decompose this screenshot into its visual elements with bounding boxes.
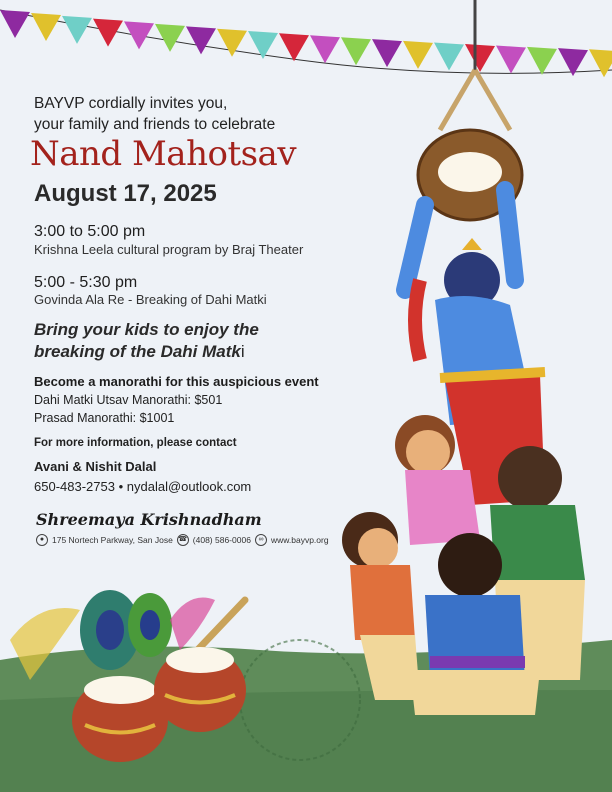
venue-details [36, 534, 329, 546]
kids-line-1: Bring your kids to enjoy the [34, 320, 259, 339]
krishna-arm-right [505, 190, 515, 280]
invite-text [34, 93, 275, 135]
venue-phone[interactable]: (408) 586-0006 [192, 535, 251, 545]
child-head-green [498, 446, 562, 510]
butter [438, 152, 502, 192]
kids-line-2-end: i [240, 342, 245, 361]
invite-line-1: BAYVP cordially invites you, [34, 95, 228, 112]
manorathi-heading: Become a manorathi for this auspicious event [34, 374, 319, 389]
krishna-belt [440, 372, 545, 378]
krishna-sash [415, 280, 420, 360]
venue-address: 175 Nortech Parkway, San Jose [52, 535, 173, 545]
info-heading: For more information, please contact [34, 437, 237, 449]
location-icon: ● [36, 534, 48, 546]
kids-invite [34, 319, 259, 363]
schedule-time-1: 3:00 to 5:00 pm [34, 223, 146, 240]
manorathi-item-1: Dahi Matki Utsav Manorathi: $501 [34, 393, 223, 407]
web-icon: ∞ [255, 534, 267, 546]
event-date: August 17, 2025 [34, 180, 217, 207]
kids-line-2 [34, 341, 259, 363]
venue-name: Shreemaya Krishnadham [36, 510, 262, 529]
manorathi-item-2: Prasad Manorathi: $1001 [34, 411, 175, 425]
contact-email[interactable]: nydalal@outlook.com [126, 479, 252, 494]
venue-website[interactable]: www.bayvp.org [270, 535, 329, 545]
contact-name: Avani & Nishit Dalal [34, 459, 157, 474]
child-body-green [490, 505, 585, 585]
krishna-arm-left [405, 205, 425, 290]
krishna-crown [462, 238, 482, 250]
kids-line-2-text: breaking of the Dahi Matk [34, 342, 241, 361]
schedule-desc-1: Krishna Leela cultural program by Braj Theater [34, 242, 304, 257]
contact-phone[interactable]: 650-483-2753 [34, 479, 115, 494]
rope-sling [440, 70, 510, 130]
schedule-desc-2: Govinda Ala Re - Breaking of Dahi Matki [34, 292, 267, 307]
schedule-time-2: 5:00 - 5:30 pm [34, 274, 138, 291]
event-title: Nand Mahotsav [30, 134, 297, 174]
phone-icon: ☎ [177, 534, 189, 546]
child-body-orange [350, 565, 415, 640]
child-head-blue [438, 533, 502, 597]
invite-line-2: your family and friends to celebrate [34, 116, 276, 133]
child-legs-blue [410, 670, 540, 715]
contact-line [34, 479, 251, 494]
contact-separator: • [118, 479, 124, 494]
